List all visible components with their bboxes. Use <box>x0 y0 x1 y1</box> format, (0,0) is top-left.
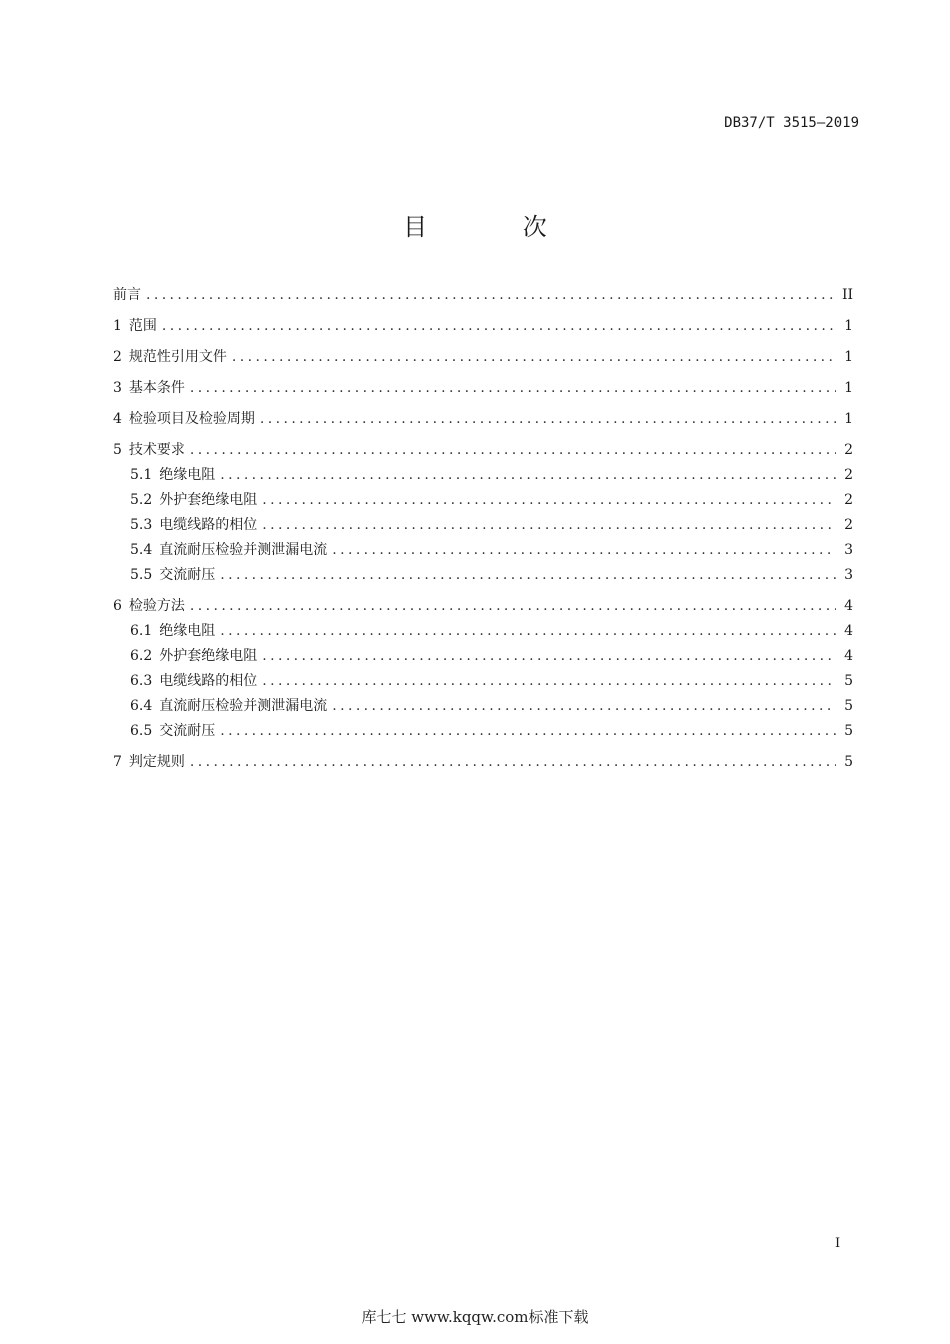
toc-entry-page: 1 <box>844 380 853 396</box>
toc-entry[interactable] <box>113 622 853 640</box>
toc-entry-page: 4 <box>844 623 853 639</box>
toc-entry-label: 绝缘电阻 <box>159 467 216 483</box>
toc-entry-page: 3 <box>844 542 853 558</box>
page-number: I <box>835 1236 841 1251</box>
toc-entry-page: 2 <box>844 517 853 533</box>
toc-entry-label: 前言 <box>113 287 141 303</box>
toc-entry-page: 2 <box>844 492 853 508</box>
toc-entry[interactable] <box>113 597 853 615</box>
toc-entry[interactable] <box>113 379 853 397</box>
toc-entry-number: 4 <box>113 411 122 427</box>
toc-entry-number: 2 <box>113 349 122 365</box>
footer-watermark: 库七七 www.kqqw.com标准下载 <box>361 1308 589 1326</box>
toc-leader-dots <box>262 516 836 534</box>
toc-entry-label: 检验项目及检验周期 <box>128 411 255 427</box>
toc-entry[interactable] <box>113 317 853 335</box>
toc-entry[interactable] <box>113 647 853 665</box>
table-of-contents <box>113 286 853 771</box>
toc-entry[interactable] <box>113 516 853 534</box>
toc-entry[interactable] <box>113 441 853 459</box>
toc-entry-number: 5 <box>113 442 122 458</box>
toc-entry-page: 1 <box>844 349 853 365</box>
toc-entry-page: 2 <box>844 467 853 483</box>
toc-entry-label: 判定规则 <box>128 754 185 770</box>
toc-leader-dots <box>332 697 836 715</box>
toc-entry[interactable] <box>113 566 853 584</box>
toc-entry[interactable] <box>113 410 853 428</box>
toc-entry-page: 3 <box>844 567 853 583</box>
toc-entry-page: II <box>841 287 853 303</box>
toc-entry-number: 6.5 <box>130 723 153 739</box>
toc-entry-label: 外护套绝缘电阻 <box>159 648 258 664</box>
toc-leader-dots <box>146 286 836 304</box>
toc-entry-label: 绝缘电阻 <box>159 623 216 639</box>
toc-entry-label: 电缆线路的相位 <box>159 673 258 689</box>
toc-entry[interactable] <box>113 491 853 509</box>
toc-entry-page: 2 <box>844 442 853 458</box>
toc-leader-dots <box>262 491 836 509</box>
toc-entry-page: 5 <box>844 754 853 770</box>
toc-entry-label: 规范性引用文件 <box>128 349 227 365</box>
toc-entry-label: 电缆线路的相位 <box>159 517 258 533</box>
toc-entry-page: 5 <box>844 673 853 689</box>
toc-leader-dots <box>190 597 836 615</box>
toc-leader-dots <box>190 379 836 397</box>
toc-entry-label: 基本条件 <box>128 380 185 396</box>
standard-code: DB37/T 3515—2019 <box>724 115 859 131</box>
toc-entry-number: 5.3 <box>130 517 153 533</box>
toc-entry-number: 6.2 <box>130 648 153 664</box>
toc-entry-number: 5.1 <box>130 467 153 483</box>
toc-entry-label: 技术要求 <box>128 442 185 458</box>
toc-entry-number: 6.3 <box>130 673 153 689</box>
toc-entry[interactable] <box>113 672 853 690</box>
toc-entry[interactable] <box>113 286 853 304</box>
toc-leader-dots <box>332 541 836 559</box>
toc-leader-dots <box>262 672 836 690</box>
toc-entry-label: 检验方法 <box>128 598 185 614</box>
toc-leader-dots <box>232 348 836 366</box>
toc-entry-page: 5 <box>844 723 853 739</box>
toc-entry-page: 1 <box>844 411 853 427</box>
toc-entry-number: 3 <box>113 380 122 396</box>
toc-leader-dots <box>162 317 836 335</box>
toc-entry-number: 7 <box>113 754 122 770</box>
toc-entry[interactable] <box>113 541 853 559</box>
toc-entry-number: 6.4 <box>130 698 153 714</box>
toc-leader-dots <box>220 722 836 740</box>
toc-entry-page: 4 <box>844 648 853 664</box>
toc-entry-label: 外护套绝缘电阻 <box>159 492 258 508</box>
toc-entry-number: 6 <box>113 598 122 614</box>
toc-title: 目 次 <box>403 213 591 241</box>
toc-leader-dots <box>220 622 836 640</box>
toc-leader-dots <box>190 753 836 771</box>
toc-entry-number: 5.5 <box>130 567 153 583</box>
toc-entry-label: 直流耐压检验并测泄漏电流 <box>159 698 328 714</box>
toc-entry-number: 5.4 <box>130 542 153 558</box>
toc-entry[interactable] <box>113 697 853 715</box>
toc-leader-dots <box>220 466 836 484</box>
toc-leader-dots <box>262 647 836 665</box>
toc-leader-dots <box>220 566 836 584</box>
toc-entry[interactable] <box>113 348 853 366</box>
toc-entry-number: 6.1 <box>130 623 153 639</box>
toc-leader-dots <box>260 410 836 428</box>
toc-entry-page: 4 <box>844 598 853 614</box>
toc-entry-page: 1 <box>844 318 853 334</box>
toc-entry[interactable] <box>113 722 853 740</box>
toc-entry-number: 1 <box>113 318 122 334</box>
toc-entry[interactable] <box>113 466 853 484</box>
toc-entry-label: 范围 <box>128 318 157 334</box>
toc-entry-label: 交流耐压 <box>159 723 216 739</box>
toc-leader-dots <box>190 441 836 459</box>
toc-entry-label: 直流耐压检验并测泄漏电流 <box>159 542 328 558</box>
toc-entry-page: 5 <box>844 698 853 714</box>
toc-entry[interactable] <box>113 753 853 771</box>
toc-entry-number: 5.2 <box>130 492 153 508</box>
toc-entry-label: 交流耐压 <box>159 567 216 583</box>
